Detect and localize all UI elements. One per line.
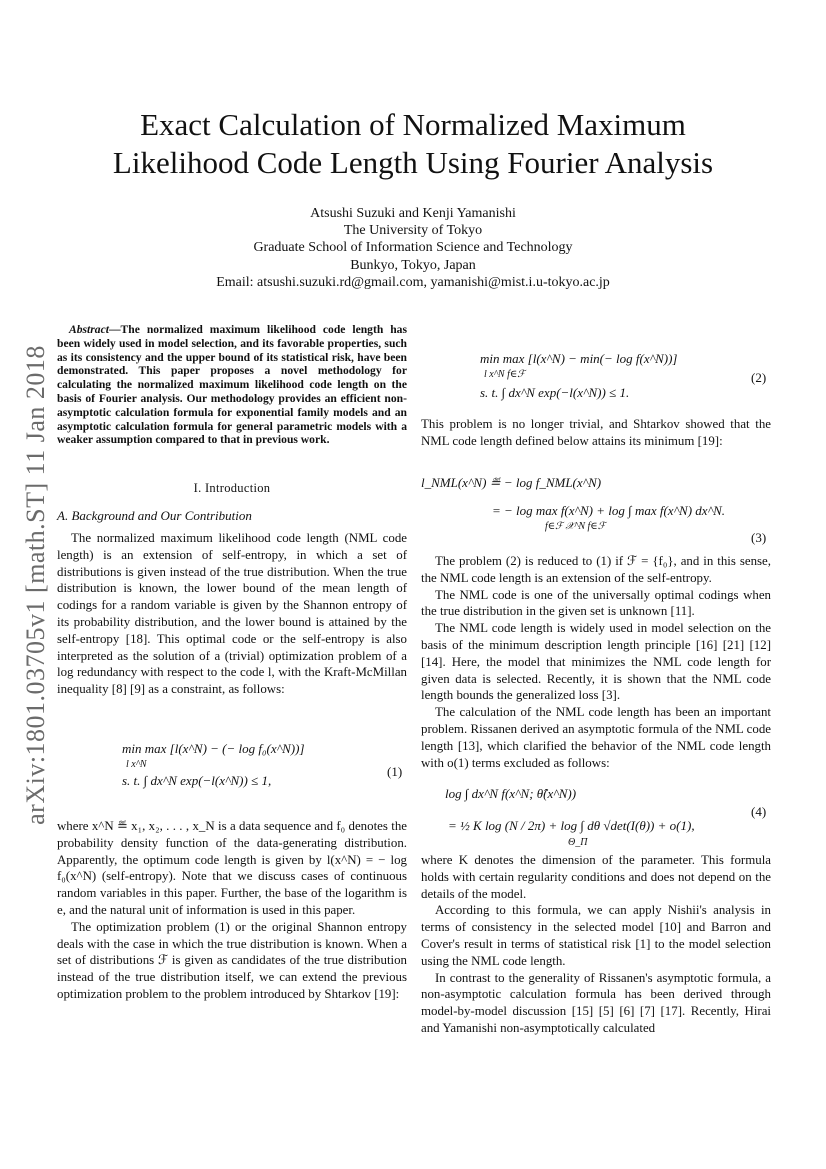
equation-2-line-1: min max [l(x^N) − min(− log f(x^N))]	[480, 351, 678, 366]
equation-2-subscripts: l x^N f∈ℱ	[484, 369, 526, 380]
arxiv-identifier: arXiv:1801.03705v1 [math.ST] 11 Jan 2018	[21, 345, 50, 825]
abstract-label: Abstract	[69, 323, 109, 336]
rissanen-paragraphs	[421, 852, 771, 1037]
affiliation-email: Email: atsushi.suzuki.rd@gmail.com, yamanishi@mist.i.u-tokyo.ac.jp	[216, 275, 610, 290]
intro-paragraphs-after-eq1	[57, 818, 407, 1003]
paragraph: The problem (2) is reduced to (1) if ℱ = {f₀}, and in this sense, the NML code length is an extension of the self-entropy.	[421, 554, 771, 585]
equation-3-line-2: = − log max f(x^N) + log ∫ max f(x^N) dx^N.	[492, 503, 725, 518]
equation-3-number: (3)	[751, 530, 767, 545]
equation-1-number: (1)	[387, 764, 403, 779]
subsection-heading: A. Background and Our Contribution	[57, 508, 252, 523]
equation-1-subscripts: l x^N	[126, 759, 147, 770]
paragraph: The optimization problem (1) or the original Shannon entropy deals with the case in which the true distribution is known. When a set of distributions ℱ is given as candidates of the true distribution instead of the true distribution itself, we can extend the previous optimization problem to the problem introduced by Shtarkov [19]:	[57, 919, 407, 1001]
paper-title-line-1: Exact Calculation of Normalized Maximum	[140, 107, 686, 142]
equation-4-subscripts: Θ_Π	[568, 837, 588, 848]
paragraph: In contrast to the generality of Rissanen's asymptotic formula, a non-asymptotic calculation formula has been derived through model-by-model discussion [15] [5] [6] [7] [17]. Recently, Hirai and Yamanishi non-asymptotically calculated	[421, 970, 771, 1035]
equation-1-line-2: s. t. ∫ dx^N exp(−l(x^N)) ≤ 1,	[122, 773, 272, 788]
authors: Atsushi Suzuki and Kenji Yamanishi	[310, 206, 516, 221]
abstract	[57, 323, 407, 447]
section-heading: I. Introduction	[193, 481, 271, 495]
paper-title-line-2: Likelihood Code Length Using Fourier Analysis	[112, 145, 714, 180]
equation-4-line-2: = ½ K log (N / 2π) + log ∫ dθ √det(I(θ)) + o(1),	[448, 818, 695, 833]
shtarkov-paragraph	[421, 416, 771, 450]
equation-2-number: (2)	[751, 370, 767, 385]
equation-3-subscripts: f∈ℱ 𝒳^N f∈ℱ	[545, 521, 606, 532]
equation-2-line-2: s. t. ∫ dx^N exp(−l(x^N)) ≤ 1.	[480, 385, 630, 400]
affiliation-location: Bunkyo, Tokyo, Japan	[350, 258, 476, 273]
paragraph: According to this formula, we can apply Nishii's analysis in terms of consistency in the selected model [10] and Barron and Cover's result in terms of statistical risk [1] to the model selection using the NML code length.	[421, 903, 771, 968]
equation-3-line-1: l_NML(x^N) ≝ − log f_NML(x^N)	[421, 475, 602, 490]
paragraph: The NML code length is widely used in model selection on the basis of the minimum description length principle [16] [21] [12] [14]. Here, the model that minimizes the NML code length for given data is selected. Recently, it is shown that the NML code length bounds the generalized loss [3].	[421, 621, 771, 703]
paragraph: The calculation of the NML code length has been an important problem. Rissanen derived an asymptotic formula of the NML code length [13], which clarified the behavior of the NML code length with o(1) terms excluded as follows:	[421, 705, 771, 770]
paragraph: The normalized maximum likelihood code length (NML code length) is an extension of self-entropy, in which a set of distributions is given instead of the true distribution. When the true distribution is known, the lower bound of the mean length of codings for a random variable is given by the Shannon entropy of its probability distribution, and the lower bound is attained by the self-entropy [18]. This optimal code or the self-entropy is also interpreted as the solution of a (trivial) optimization problem of a log redundancy with respect to the code l, with the Kraft-McMillan inequality [8] [9] as a constraint, as follows:	[57, 531, 407, 697]
intro-paragraph-1	[57, 530, 407, 698]
equation-1-line-1: min max [l(x^N) − (− log f₀(x^N))]	[122, 741, 305, 756]
affiliation-school: Graduate School of Information Science and Technology	[253, 240, 573, 255]
paragraph: where K denotes the dimension of the parameter. This formula holds with certain regularity conditions and does not depend on the details of the model.	[421, 853, 771, 901]
nml-paragraphs	[421, 553, 771, 771]
abstract-body: —The normalized maximum likelihood code length has been widely used in model selection, and its favorable properties, such as its consistency and the upper bound of its statistical risk, have been demonstrated. This paper proposes a novel methodology for calculating the normalized maximum likelihood code length on the basis of Fourier analysis. Our methodology provides an efficient non-asymptotic calculation formula for exponential family models and an asymptotic calculation formula for general parametric models with a weaker assumption compared to that in previous work.	[57, 323, 407, 447]
paragraph: The NML code is one of the universally optimal codings when the true distribution in the given set is unknown [11].	[421, 587, 771, 619]
equation-4-line-1: log ∫ dx^N f(x^N; θ̂(x^N))	[445, 786, 577, 801]
affiliation-university: The University of Tokyo	[343, 223, 483, 238]
equation-4-number: (4)	[751, 804, 767, 819]
paragraph: This problem is no longer trivial, and Shtarkov showed that the NML code length defined below attains its minimum [19]:	[421, 417, 771, 448]
paragraph: where x^N ≝ x₁, x₂, . . . , x_N is a data sequence and f₀ denotes the probability density function of the data-generating distribution. Apparently, the optimum code length is given by l(x^N) = − log f₀(x^N) (self-entropy). Note that we discuss cases of continuous random variables in this paper. Further, the base of the logarithm is e, and the natural unit of information is used in this paper.	[57, 819, 407, 917]
